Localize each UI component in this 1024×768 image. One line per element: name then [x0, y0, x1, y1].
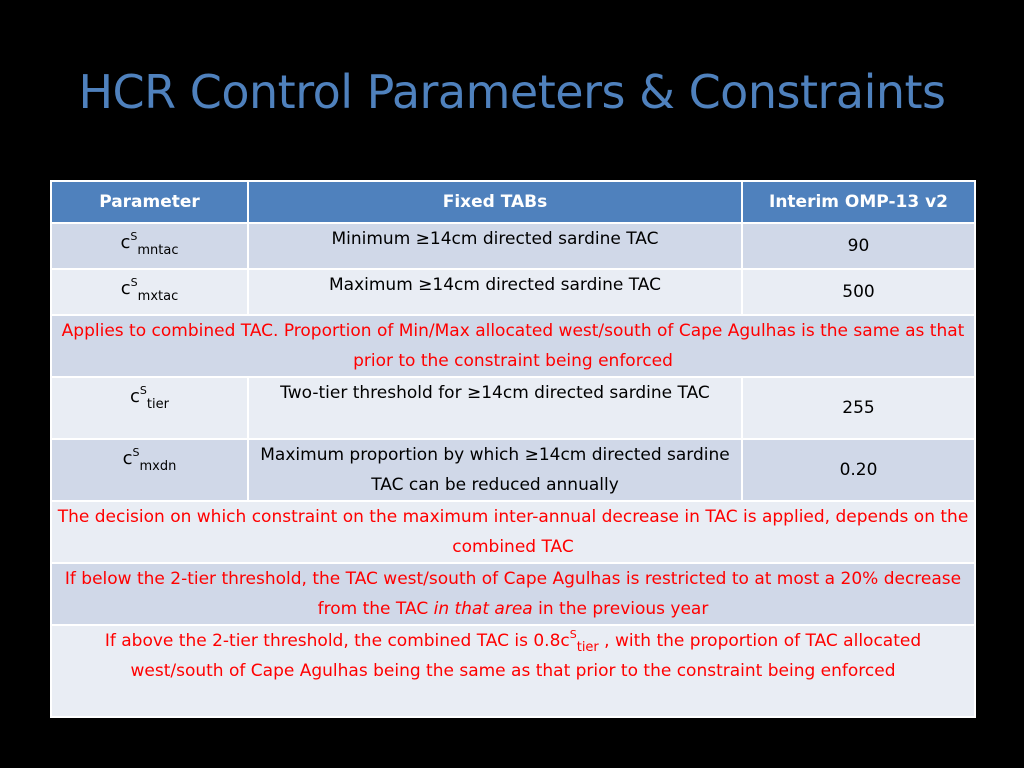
param-subscript: mxtac — [137, 289, 179, 304]
parameter-cell — [51, 439, 248, 501]
note-above-subscript: tier — [576, 640, 599, 655]
param-subscript: mxdn — [139, 459, 177, 474]
parameters-table — [50, 180, 976, 718]
parameter-cell — [51, 223, 248, 269]
param-symbol: c — [130, 386, 140, 407]
header-interim-omp: Interim OMP-13 v2 — [742, 181, 975, 223]
value-cell: 0.20 — [742, 439, 975, 501]
table-row — [51, 269, 975, 315]
header-parameter: Parameter — [51, 181, 248, 223]
table-row — [51, 563, 975, 625]
slide-title: HCR Control Parameters & Constraints — [78, 65, 946, 119]
param-subscript: mntac — [137, 243, 179, 258]
table-row — [51, 223, 975, 269]
table-row — [51, 439, 975, 501]
param-subscript: tier — [146, 397, 169, 412]
param-superscript: S — [132, 446, 140, 459]
table-row — [51, 315, 975, 377]
description-cell: Minimum ≥14cm directed sardine TAC — [248, 223, 742, 269]
table-header-row — [51, 181, 975, 223]
param-superscript: S — [130, 230, 138, 243]
note-below-text-end: in the previous year — [532, 599, 709, 619]
param-superscript: S — [130, 276, 138, 289]
note-below-italic: in that area — [433, 599, 533, 619]
note-above-text-start: If above the 2-tier threshold, the combined TAC is 0.8c — [104, 631, 570, 651]
value-cell: 90 — [742, 223, 975, 269]
note-decision: The decision on which constraint on the maximum inter-annual decrease in TAC is applied, depends on the combined TAC — [51, 501, 975, 563]
description-cell: Maximum proportion by which ≥14cm directed sardine TAC can be reduced annually — [248, 439, 742, 501]
param-symbol: c — [120, 232, 131, 253]
description-cell: Two-tier threshold for ≥14cm directed sardine TAC — [248, 377, 742, 439]
param-symbol: c — [122, 448, 133, 469]
table-row — [51, 625, 975, 717]
param-symbol: c — [120, 278, 131, 299]
header-fixed-tabs: Fixed TABs — [248, 181, 742, 223]
note-above-superscript: S — [569, 628, 577, 641]
parameter-cell — [51, 377, 248, 439]
parameter-cell — [51, 269, 248, 315]
note-above-threshold — [51, 625, 975, 717]
note-below-text-start: If below the 2-tier threshold, the TAC west/south of Cape Agulhas is restricted to at most a 20% decrease from the TAC — [64, 569, 962, 619]
table-row — [51, 377, 975, 439]
value-cell: 500 — [742, 269, 975, 315]
note-below-threshold — [51, 563, 975, 625]
note-above-text-end: , with the proportion of TAC allocated west/south of Cape Agulhas being the same as that prior to the constraint being enforced — [130, 631, 922, 681]
description-cell: Maximum ≥14cm directed sardine TAC — [248, 269, 742, 315]
value-cell: 255 — [742, 377, 975, 439]
param-superscript: S — [139, 384, 147, 397]
table-row — [51, 501, 975, 563]
note-combined-tac: Applies to combined TAC. Proportion of Min/Max allocated west/south of Cape Agulhas is the same as that prior to the constraint being enforced — [51, 315, 975, 377]
